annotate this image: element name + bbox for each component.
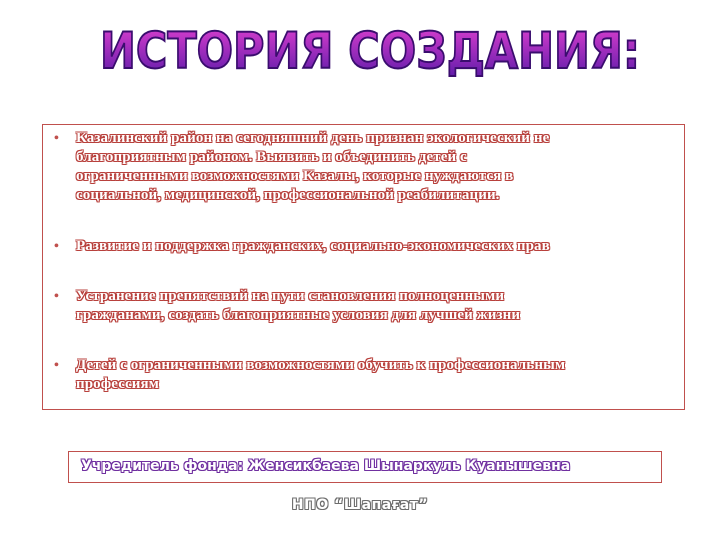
bullet-marker: • [54, 358, 60, 373]
bullet-line: социальной, медицинской, профессиональной реабилитации. [76, 187, 500, 203]
bullet-line: Устранение препятствий на пути становления полноценными [76, 288, 505, 304]
bullet-line: профессиям [76, 376, 159, 392]
title-wordart [60, 10, 700, 80]
bullet-item [43, 356, 684, 394]
bullet-item [43, 287, 684, 325]
bullet-line: Казалинский район на сегодняшний день признан экологический не [76, 130, 550, 146]
bullet-line: благоприятным районом. Выявить и объединить детей с [76, 149, 467, 165]
content-box [42, 124, 685, 410]
bullet-line: Детей с ограниченными возможностями обучить к профессиональным [76, 357, 566, 373]
page-title [60, 10, 700, 80]
bullet-marker: • [54, 289, 60, 304]
bullet-marker: • [54, 239, 60, 254]
bullet-line: гражданами, создать благоприятные условия для лучшей жизни [76, 307, 521, 323]
bullet-line: Развитие и поддержка гражданских, социально-экономических прав [76, 238, 550, 254]
title-text: ИСТОРИЯ СОЗДАНИЯ: [100, 22, 640, 80]
bullet-list [43, 129, 684, 394]
bullet-marker: • [54, 131, 60, 146]
bullet-line: ограниченными возможностями Казалы, которые нуждаются в [76, 168, 514, 184]
organization-name: НПО “Шапағат” [291, 497, 429, 513]
bullet-item [43, 237, 684, 256]
bullet-item [43, 129, 684, 205]
founder-text: Учредитель фонда: Женсикбаева Шынаркуль Куанышевна [81, 458, 571, 474]
founder-box [68, 451, 662, 483]
